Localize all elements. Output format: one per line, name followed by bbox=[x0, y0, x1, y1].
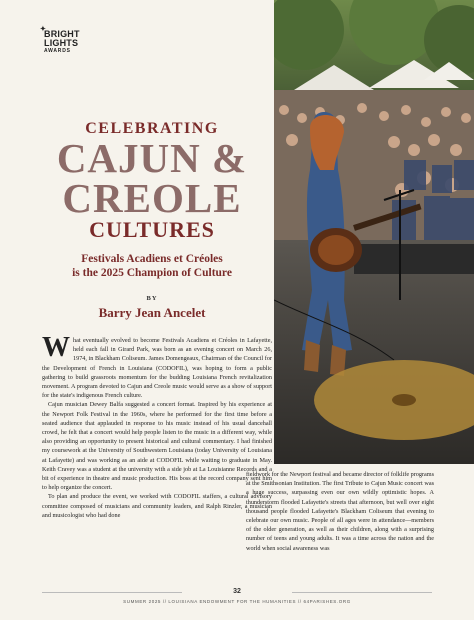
logo-line-3: AWARDS bbox=[44, 48, 71, 54]
page-footer bbox=[42, 588, 432, 604]
footer-rule-right bbox=[292, 592, 432, 593]
paragraph-1 bbox=[42, 332, 272, 400]
title-line-3: CREOLE bbox=[62, 175, 242, 221]
subtitle-line-2: is the 2025 Champion of Culture bbox=[72, 267, 232, 279]
logo-line-2: LIGHTS bbox=[44, 38, 79, 48]
paragraph-2: Cajun musician Dewey Balfa suggested a concert format. Inspired by his experience at the Newport Folk Festival in the 1960s, where he performed for the first time before a seated audience that applauded in response to his music instead of his usual dancehall crowd, he felt that a concert would help people listen to the music in a different way, while also providing an opportunity to present historical and cultural commentary. I had finished my coursework at the University of Southwestern Louisiana (today University of Louisiana at Lafayette) and was working as an aide at CODOFIL while waiting to graduate in May. Keith Cravey was a student at the university with a side job at La Louisianne Records and a bit of experience in theatre and music production. His boss at the record company sent him to help organize the concert. bbox=[42, 401, 272, 492]
footer-meta: SUMMER 2025 // LOUISIANA ENDOWMENT FOR THE HUMANITIES // 64PARISHES.ORG bbox=[123, 599, 351, 604]
subtitle-line-1: Festivals Acadiens et Créoles bbox=[81, 253, 223, 265]
drop-cap: W bbox=[42, 332, 70, 363]
article-subtitle bbox=[30, 252, 274, 280]
logo-line-1: BRIGHT bbox=[44, 29, 80, 39]
byline-by: BY bbox=[146, 295, 158, 302]
star-icon: ✦ bbox=[40, 26, 46, 33]
title-line-2: CAJUN & bbox=[56, 135, 248, 181]
paragraph-3: To plan and produce the event, we worked with CODOFIL staffers, a cultural advisory committee composed of musicians and community leaders, and Ralph Rinzler, a musician and musicologist who had done bbox=[42, 493, 272, 519]
footer-rule-left bbox=[42, 592, 182, 593]
title-line-1: CELEBRATING bbox=[85, 120, 219, 137]
page-number: 32 bbox=[233, 588, 241, 595]
paragraph-1-text: hat eventually evolved to become Festivals Acadiens et Créoles in Lafayette, held each fall in Girard Park, was born as an evening concert on March 26, 1974, in Blackham Coliseum. James Domengeaux, Chairman of the Council for the Development of French in Louisiana (CODOFIL), was hoping to form a public gathering to build grassroots momentum for the budding Louisiana French revitalization movement. A program devoted to Cajun and Creole music would serve as a show of support for the state's indigenous French culture. bbox=[42, 337, 272, 400]
festival-performer-photo bbox=[274, 0, 474, 464]
article-body-column-2 bbox=[246, 470, 434, 553]
article-body-column-1 bbox=[42, 332, 272, 520]
bright-lights-awards-logo bbox=[40, 26, 90, 54]
article-title bbox=[30, 120, 274, 242]
byline-author: Barry Jean Ancelet bbox=[98, 305, 206, 320]
title-line-4: CULTURES bbox=[89, 217, 215, 242]
photo-illustration bbox=[274, 0, 474, 464]
paragraph-4: fieldwork for the Newport festival and became director of folklife programs at the Smithsonian Institution. The first Tribute to Cajun Music concert was a huge success, surpassing even our own wildly optimistic hopes. A thunderstorm flooded Lafayette's streets that afternoon, but well over eight thousand people flooded Lafayette's Blackham Coliseum that evening to celebrate our own music. People of all ages were in attendance—members of the older generation, as well as their children, along with a surprising number of teens and young adults. It was a time across the nation and the world when social awareness was bbox=[246, 471, 434, 552]
